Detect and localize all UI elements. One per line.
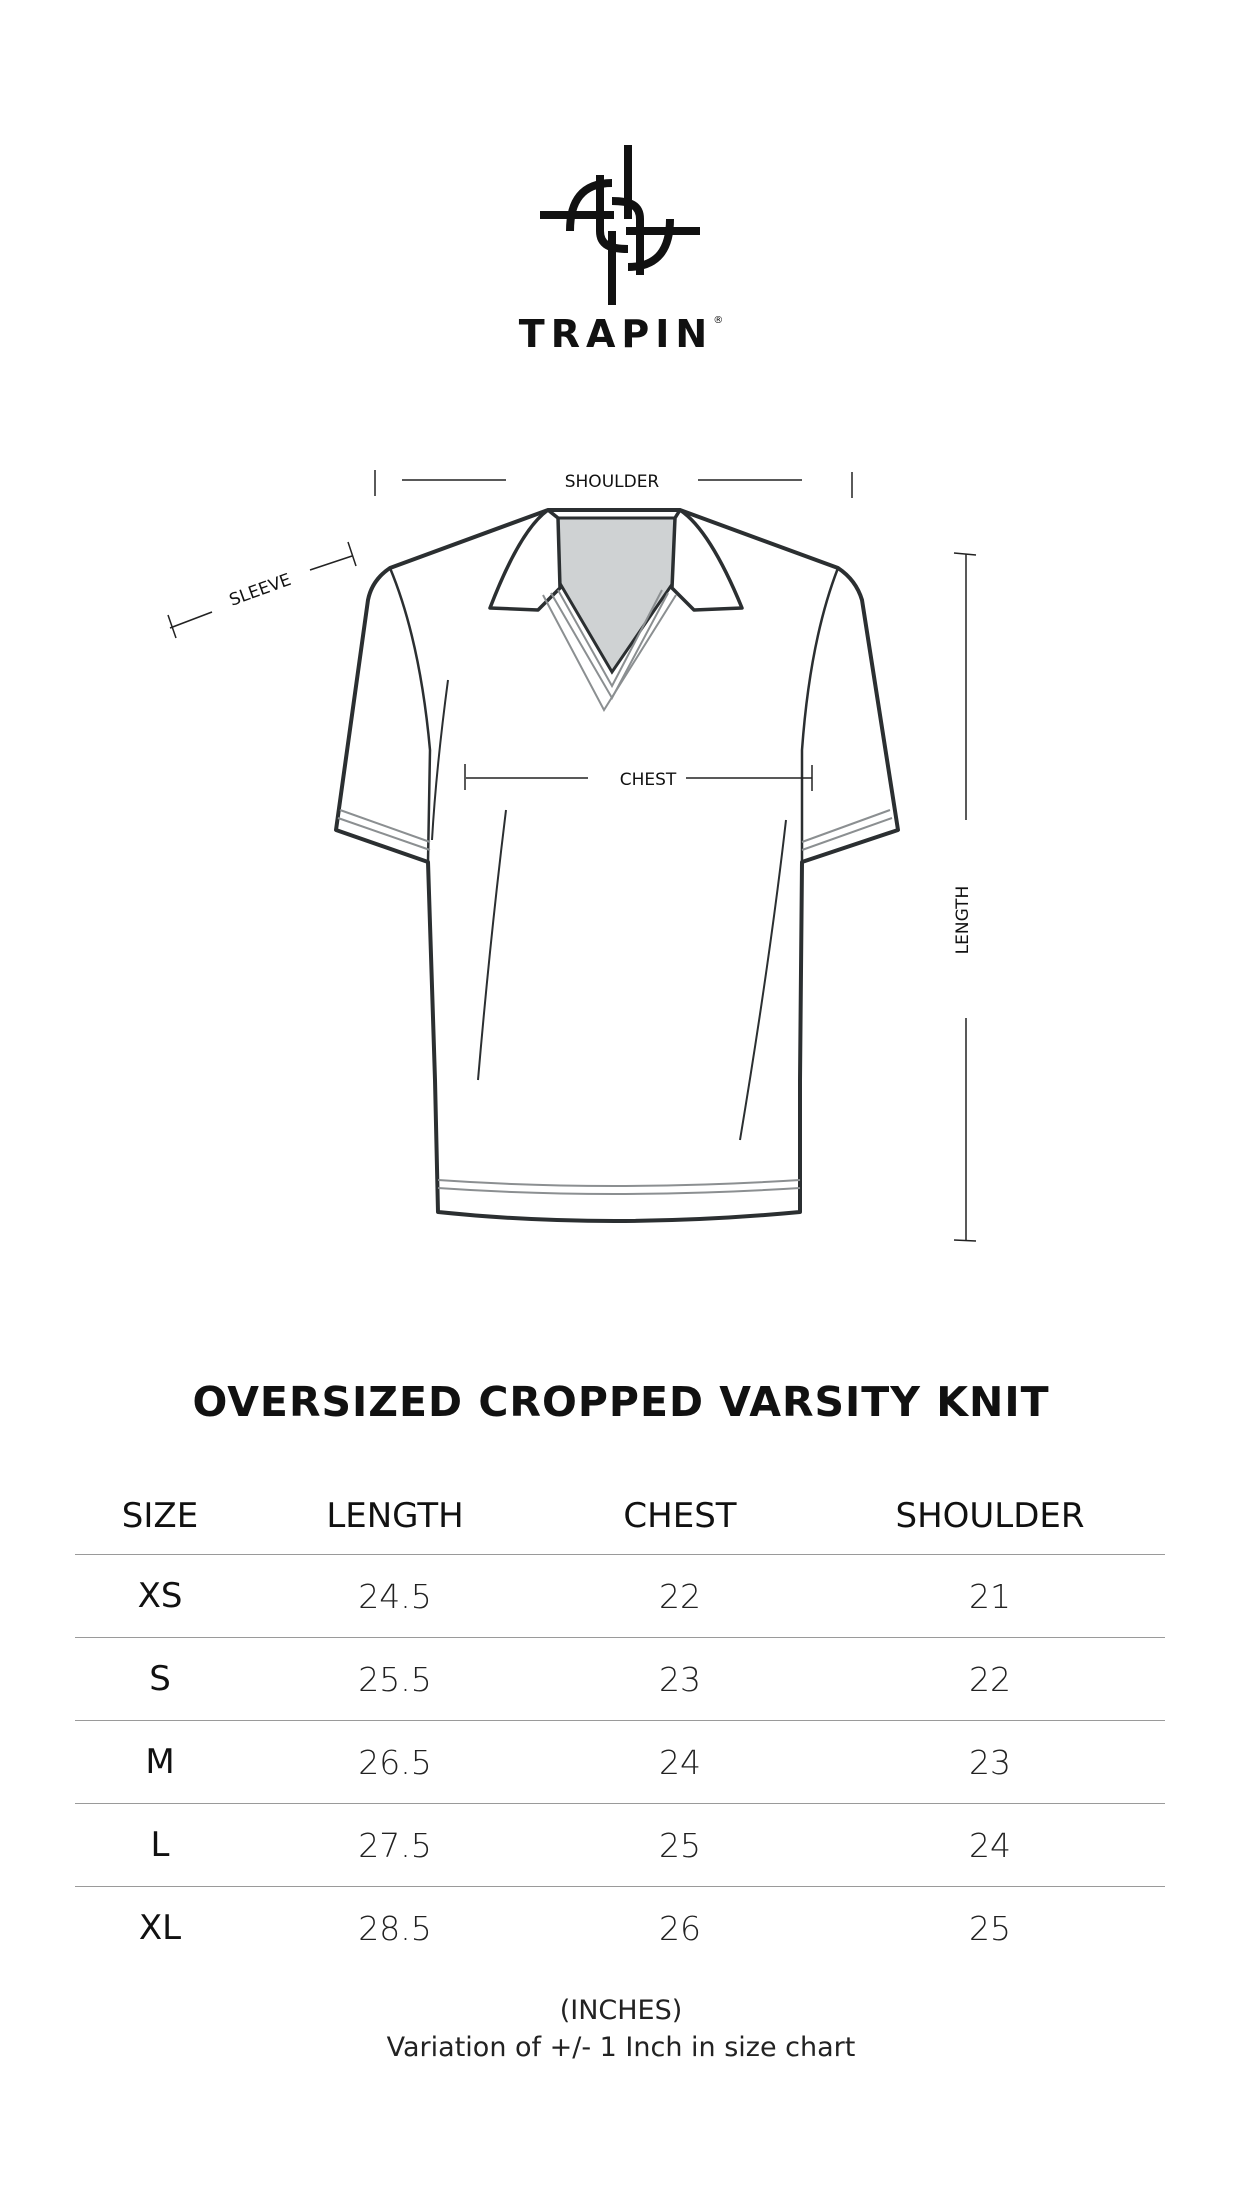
shoulder-cell: 21 [969,1576,1011,1616]
brand-name: TRAPIN [518,312,714,356]
size-cell: L [150,1825,170,1865]
shoulder-cell: 23 [969,1742,1011,1782]
shoulder-label: SHOULDER [564,472,660,492]
product-title: OVERSIZED CROPPED VARSITY KNIT [192,1378,1050,1426]
size-cell: XL [138,1908,182,1948]
header-chest: CHEST [623,1496,737,1536]
length-cell: 27.5 [358,1825,432,1865]
chest-label: CHEST [619,770,677,790]
header-shoulder: SHOULDER [895,1496,1085,1536]
length-cell: 24.5 [358,1576,432,1616]
chest-cell: 24 [659,1742,701,1782]
size-cell: XS [137,1576,183,1616]
table-row [75,1887,1165,1969]
shoulder-cell: 24 [969,1825,1011,1865]
header-length: LENGTH [326,1496,464,1536]
table-row [75,1638,1165,1721]
table-row [75,1721,1165,1804]
chest-cell: 25 [659,1825,701,1865]
chest-cell: 22 [659,1576,701,1616]
table-header-row [75,1478,1165,1555]
shoulder-cell: 22 [969,1659,1011,1699]
trapin-logo-icon [540,145,700,305]
sleeve-label: SLEEVE [226,569,294,611]
length-cell: 28.5 [358,1908,432,1948]
table-row [75,1804,1165,1887]
registered-mark: ® [713,315,724,326]
chest-cell: 26 [659,1908,701,1948]
chest-cell: 23 [659,1659,701,1699]
shirt-measurement-diagram [0,440,1242,1300]
size-cell: M [145,1742,175,1782]
table-row [75,1555,1165,1638]
unit-note: (INCHES) [559,1995,683,2026]
brand-wordmark [0,312,1242,356]
header-size: SIZE [121,1496,199,1536]
length-cell: 26.5 [358,1742,432,1782]
size-cell: S [149,1659,171,1699]
size-table [75,1478,1165,1969]
shoulder-cell: 25 [969,1908,1011,1948]
variation-note: Variation of +/- 1 Inch in size chart [386,2032,856,2063]
length-cell: 25.5 [358,1659,432,1699]
length-label: LENGTH [953,885,973,955]
